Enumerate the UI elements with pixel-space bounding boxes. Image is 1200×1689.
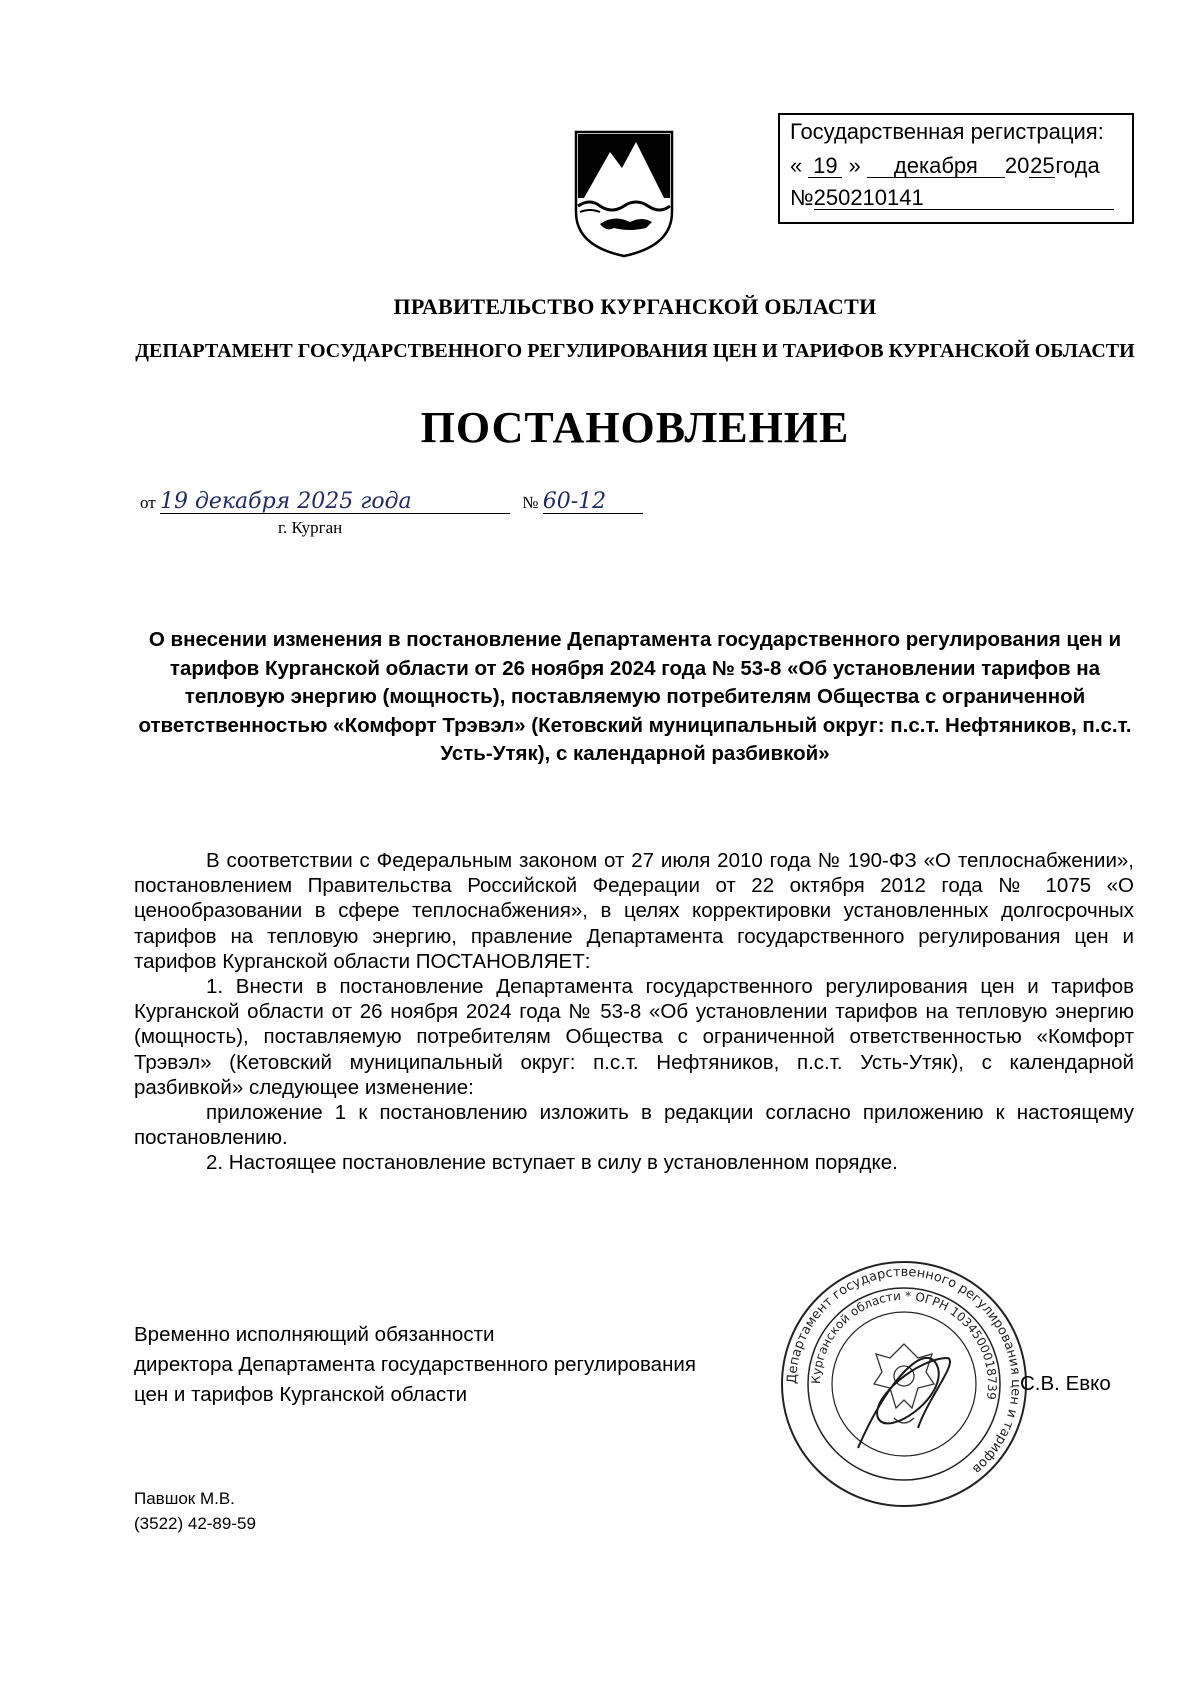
signature-block <box>134 1320 696 1410</box>
handwritten-number: 60-12 <box>543 490 643 514</box>
item-2-paragraph: 2. Настоящее постановление вступает в силу в установленном порядке. <box>206 1151 898 1175</box>
registration-box <box>778 113 1134 224</box>
document-body <box>134 848 1134 1176</box>
official-seal <box>778 1258 1030 1510</box>
registration-title: Государственная регистрация: <box>790 119 1104 144</box>
registration-month: декабря <box>867 154 1005 178</box>
registration-number: №250210141 <box>790 185 1114 211</box>
city: г. Курган <box>278 518 343 537</box>
signatory-name: С.В. Евко <box>1020 1372 1111 1395</box>
dateline: от 19 декабря 2025 года № 60-12 <box>140 490 643 514</box>
department-title: ДЕПАРТАМЕНТ ГОСУДАРСТВЕННОГО РЕГУЛИРОВАНИЯ ЦЕН И ТАРИФОВ КУРГАНСКОЙ ОБЛАСТИ <box>135 340 1135 362</box>
handwritten-date: 19 декабря 2025 года <box>160 490 510 514</box>
document-type: ПОСТАНОВЛЕНИЕ <box>420 403 850 452</box>
registration-day: 19 <box>808 154 842 178</box>
executor-phone: (3522) 42-89-59 <box>134 1514 256 1533</box>
item-1-detail-paragraph: приложение 1 к постановлению изложить в редакции согласно приложению к настоящему постановлению. <box>134 1101 1134 1150</box>
coat-of-arms-icon <box>570 128 678 260</box>
seal-inner-text: Курганской области * ОГРН 1034500018739 <box>808 1288 1000 1401</box>
item-1-paragraph: 1. Внести в постановление Департамента государственного регулирования цен и тарифов Курганской области от 26 ноября 2024 года № 53-8 «Об установлении тарифов на тепловую энергию (мощность), поставляемую потребителям Общества с ограниченной ответственностью «Комфорт Трэвэл» (Кетовский муниципальный округ: п.с.т. Нефтяников, п.с.т. Усть-Утяк), с календарной разбивкой» следующее изменение: <box>134 975 1134 1099</box>
executor-name: Павшок М.В. <box>134 1489 235 1508</box>
subject-heading: О внесении изменения в постановление Департамента государственного регулирования цен и тарифов Курганской области от 26 ноября 2024 года № 53-8 «Об установлении тарифов на тепловую энергию (мощность), поставляемую потребителям Общества с ограниченной ответственностью «Комфорт Трэвэл» (Кетовский муниципальный округ: п.с.т. Нефтяников, п.с.т. Усть-Утяк), с календарной разбивкой» <box>138 628 1132 765</box>
signature-position-line3: цен и тарифов Курганской области <box>134 1383 468 1406</box>
government-title: ПРАВИТЕЛЬСТВО КУРГАНСКОЙ ОБЛАСТИ <box>393 294 877 319</box>
signature-position-line1: Временно исполняющий обязанности <box>134 1323 495 1346</box>
executor-info <box>134 1486 256 1536</box>
registration-year: 25 <box>1030 153 1055 178</box>
seal-outer-text: Департамент государственного регулирования цен и тарифов <box>784 1264 1024 1477</box>
signature-position-line2: директора Департамента государственного регулирования <box>134 1353 696 1376</box>
registration-date: « 19 » декабря 2025года <box>790 153 1100 178</box>
preamble-paragraph: В соответствии с Федеральным законом от 27 июля 2010 года № 190-ФЗ «О теплоснабжении», постановлением Правительства Российской Федерации от 22 октября 2012 года № 1075 «О ценообразовании в сфере теплоснабжения», в целях корректировки установленных долгосрочных тарифов на тепловую энергию, правление Департамента государственного регулирования цен и тарифов Курганской области ПОСТАНОВЛЯЕТ: <box>134 849 1134 973</box>
signature-scribble-icon <box>858 1358 950 1448</box>
